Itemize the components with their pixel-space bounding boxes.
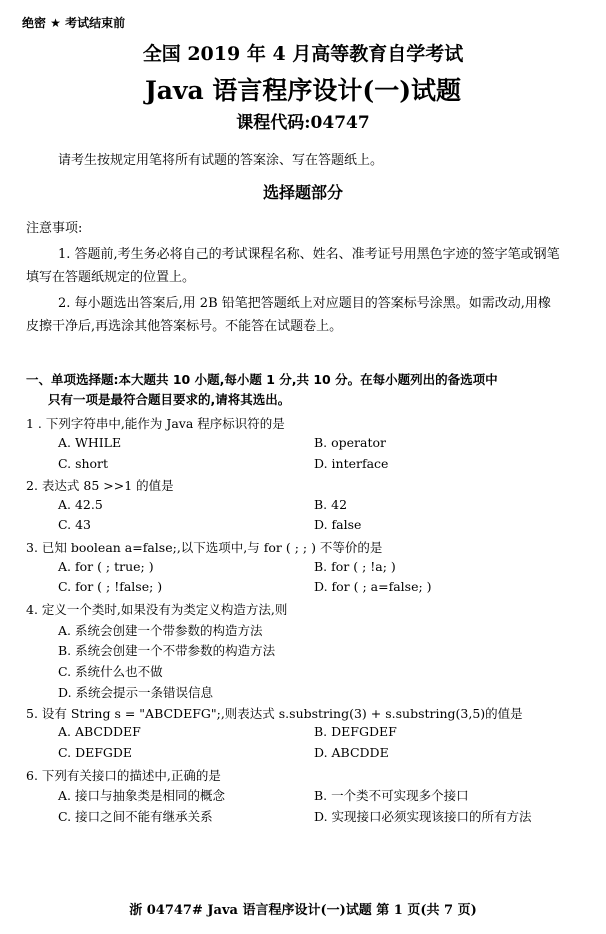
subject-title: Java 语言程序设计(一)试题 bbox=[144, 76, 462, 105]
option-b: B. for ( ; !a; ) bbox=[314, 559, 396, 574]
page-footer: 浙 04747# Java 语言程序设计(一)试题 第 1 页(共 7 页) bbox=[129, 903, 477, 918]
option-a: A. for ( ; true; ) bbox=[58, 559, 154, 574]
question-stem: 2. 表达式 85 >>1 的值是 bbox=[26, 478, 174, 493]
note-2-line-1: 2. 每小题选出答案后,用 2B 铅笔把答题纸上对应题目的答案标号涂黑。如需改动,用橡 bbox=[58, 296, 551, 311]
option-a: A. ABCDDEF bbox=[58, 724, 141, 739]
option-d: D. interface bbox=[314, 456, 389, 471]
option-c: C. 43 bbox=[58, 517, 91, 532]
note-1-line-2: 填写在答题纸规定的位置上。 bbox=[26, 270, 196, 285]
option-d: D. 系统会提示一条错误信息 bbox=[58, 685, 214, 700]
option-c: C. DEFGDE bbox=[58, 745, 133, 760]
option-c: C. for ( ; !false; ) bbox=[58, 579, 163, 594]
section-1-heading: 一、单项选择题:本大题共 10 小题,每小题 1 分,共 10 分。在每小题列出的备选项中 bbox=[26, 372, 498, 387]
note-1-line-1: 1. 答题前,考生务必将自己的考试课程名称、姓名、准考证号用黑色字迹的签字笔或钢笔 bbox=[58, 247, 560, 262]
option-d: D. false bbox=[314, 517, 362, 532]
option-d: D. ABCDDE bbox=[314, 745, 389, 760]
question-stem: 3. 已知 boolean a=false;,以下选项中,与 for ( ; ; ) 不等价的是 bbox=[26, 540, 383, 555]
section-1-heading-cont: 只有一项是最符合题目要求的,请将其选出。 bbox=[48, 392, 291, 407]
option-c: C. 系统什么也不做 bbox=[58, 664, 163, 679]
option-c: C. 接口之间不能有继承关系 bbox=[58, 809, 213, 824]
option-a: A. 系统会创建一个带参数的构造方法 bbox=[58, 623, 263, 638]
option-a: A. WHILE bbox=[58, 435, 122, 450]
question-stem: 4. 定义一个类时,如果没有为类定义构造方法,则 bbox=[26, 602, 288, 617]
secret-label: 绝密 ★ 考试结束前 bbox=[22, 16, 126, 30]
part-title: 选择题部分 bbox=[262, 183, 343, 202]
option-d: D. for ( ; a=false; ) bbox=[314, 579, 432, 594]
option-c: C. short bbox=[58, 456, 109, 471]
course-code: 课程代码:04747 bbox=[236, 113, 370, 133]
option-b: B. 一个类不可实现多个接口 bbox=[314, 788, 469, 803]
notes-heading: 注意事项: bbox=[26, 221, 83, 236]
question-stem: 6. 下列有关接口的描述中,正确的是 bbox=[26, 768, 221, 783]
option-b: B. 系统会创建一个不带参数的构造方法 bbox=[58, 643, 276, 658]
question-stem: 5. 设有 String s = "ABCDEFG";,则表达式 s.substring(3) + s.substring(3,5)的值是 bbox=[26, 706, 523, 721]
option-b: B. operator bbox=[314, 435, 387, 450]
general-instruction: 请考生按规定用笔将所有试题的答案涂、写在答题纸上。 bbox=[58, 153, 384, 168]
option-d: D. 实现接口必须实现该接口的所有方法 bbox=[314, 809, 532, 824]
option-a: A. 42.5 bbox=[58, 497, 103, 512]
option-a: A. 接口与抽象类是相同的概念 bbox=[58, 788, 225, 803]
option-b: B. 42 bbox=[314, 497, 348, 512]
option-b: B. DEFGDEF bbox=[314, 724, 397, 739]
question-stem: 1 . 下列字符串中,能作为 Java 程序标识符的是 bbox=[26, 416, 285, 431]
exam-title: 全国 2019 年 4 月高等教育自学考试 bbox=[142, 43, 464, 65]
note-2-line-2: 皮擦干净后,再选涂其他答案标号。不能答在试题卷上。 bbox=[26, 319, 343, 334]
